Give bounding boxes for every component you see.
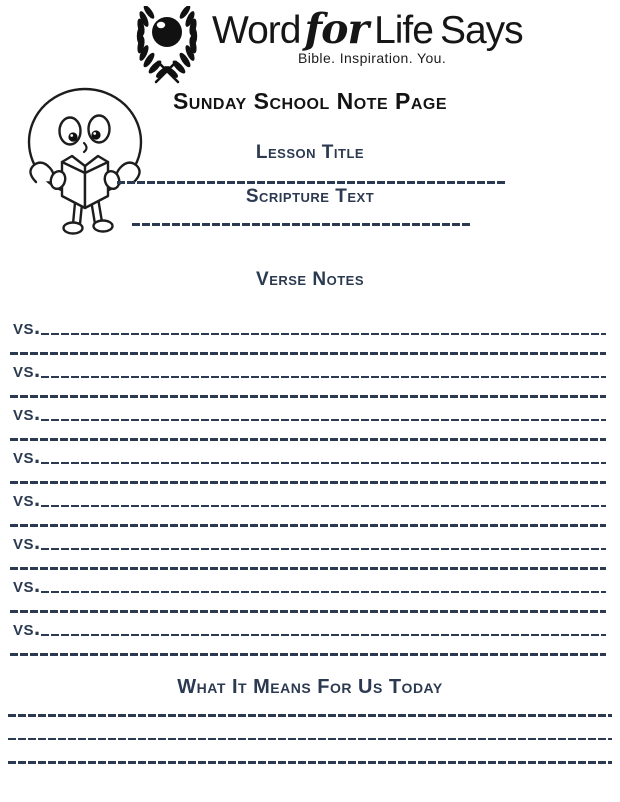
brand-life: Life [374,9,433,52]
verse-row [13,355,606,398]
brand-says: Says [439,9,523,52]
meaning-line [8,714,612,717]
vs-label: vs. [13,399,41,425]
verse-line [41,505,606,508]
verse-line [41,548,606,551]
brand-for: for [304,5,369,53]
brand-name [212,6,523,54]
verse-row [13,527,606,570]
logo-text [212,6,523,66]
vs-label: vs. [13,356,41,382]
vs-label: vs. [13,313,41,339]
verse-notes-section [13,312,606,656]
verse-row [13,570,606,613]
vs-label: vs. [13,571,41,597]
verse-row [13,484,606,527]
verse-row [13,398,606,441]
scripture-text-line [132,223,472,226]
verse-line [41,333,606,336]
logo [124,6,523,86]
vs-label: vs. [13,485,41,511]
meaning-line [8,761,612,764]
meaning-heading: What It Means For Us Today [177,676,443,698]
scripture-text-heading: Scripture Text [245,186,375,207]
meaning-section [8,714,612,764]
verse-row [13,613,606,656]
vs-label: vs. [13,442,41,468]
meaning-line [8,738,612,741]
verse-notes-heading: Verse Notes [256,269,364,290]
verse-line [41,419,606,422]
brand-tagline: Bible. Inspiration. You. [298,50,447,66]
page-title: Sunday School Note Page [172,88,448,114]
vs-label: vs. [13,528,41,554]
wreath-ball [152,17,182,47]
verse-line [41,634,606,637]
verse-line [41,591,606,594]
verse-continuation-line [10,653,606,656]
vs-label: vs. [13,614,41,640]
lesson-title-heading: Lesson Title [255,142,365,163]
verse-line [41,462,606,465]
verse-line [41,376,606,379]
lesson-title-line [117,181,505,184]
brand-word: Word [212,9,301,52]
laurel-wreath-icon [124,6,210,86]
verse-row [13,312,606,355]
verse-row [13,441,606,484]
